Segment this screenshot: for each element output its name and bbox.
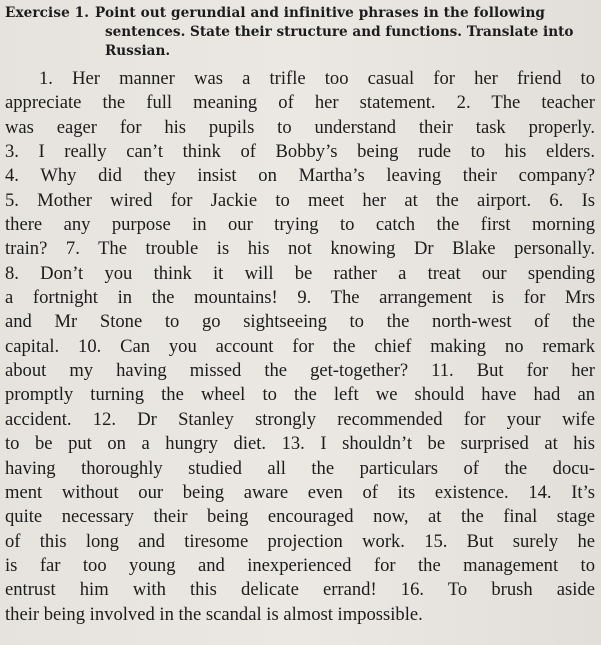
text-line: was eager for his pupils to understand their task properly. xyxy=(5,116,595,138)
exercise-sentences xyxy=(5,67,595,627)
text-line: 4. Why did they insist on Martha’s leaving their company? xyxy=(5,165,595,187)
text-line: train? 7. The trouble is his not knowing Dr Blake personally. xyxy=(5,238,595,260)
text-line: 1. Her manner was a trifle too casual for her friend to xyxy=(39,68,595,89)
text-line: accident. 12. Dr Stanley strongly recommended for your wife xyxy=(5,408,595,430)
text-line: about my having missed the get-together? 11. But for her xyxy=(5,360,595,382)
exercise-instruction-continuation xyxy=(5,23,595,61)
text-line: capital. 10. Can you account for the chief making no remark xyxy=(5,335,595,357)
exercise-heading xyxy=(5,4,595,23)
text-line: a fortnight in the mountains! 9. The arrangement is for Mrs xyxy=(5,287,595,309)
text-line: their being involved in the scandal is almost impossible. xyxy=(5,603,423,625)
text-line: 5. Mother wired for Jackie to meet her at the airport. 6. Is xyxy=(5,189,595,211)
instruction-line: Russian. xyxy=(105,43,171,59)
text-line: ment without our being aware even of its existence. 14. It’s xyxy=(5,481,595,503)
text-line: there any purpose in our trying to catch the first morning xyxy=(5,214,595,236)
exercise-instruction xyxy=(95,4,595,23)
exercise-label: Exercise 1. xyxy=(5,5,90,21)
instruction-line: Point out gerundial and infinitive phrases in the following xyxy=(95,5,546,21)
text-line: entrust him with this delicate errand! 16. To brush aside xyxy=(5,579,595,601)
text-line: and Mr Stone to go sightseeing to the north-west of the xyxy=(5,311,595,333)
text-line: to be put on a hungry diet. 13. I shouldn’t be surprised at his xyxy=(5,433,595,455)
text-line: 8. Don’t you think it will be rather a treat our spending xyxy=(5,262,595,284)
text-line: 3. I really can’t think of Bobby’s being rude to his elders. xyxy=(5,141,595,163)
text-line: having thoroughly studied all the particulars of the docu- xyxy=(5,457,595,479)
text-line: quite necessary their being encouraged now, at the final stage xyxy=(5,506,595,528)
text-line: of this long and tiresome projection work. 15. But surely he xyxy=(5,530,595,552)
text-line: is far too young and inexperienced for the management to xyxy=(5,554,595,576)
text-line: appreciate the full meaning of her statement. 2. The teacher xyxy=(5,92,595,114)
text-line: promptly turning the wheel to the left we should have had an xyxy=(5,384,595,406)
instruction-line: sentences. State their structure and functions. Translate into xyxy=(105,24,574,40)
